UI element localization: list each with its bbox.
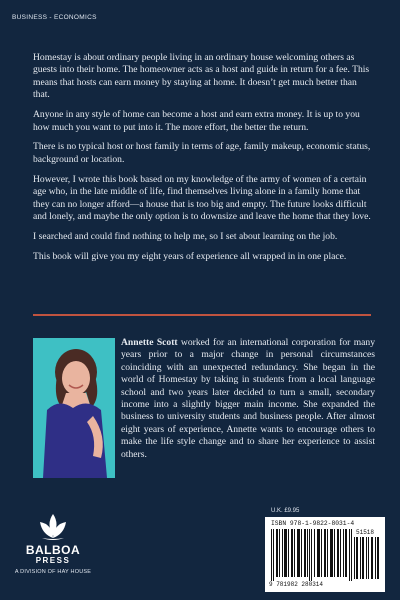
isbn-label: ISBN 978-1-9822-8031-4 — [271, 520, 355, 527]
author-photo — [33, 338, 115, 478]
price-label: U.K. £9.95 — [271, 508, 300, 514]
divider-rule — [33, 314, 371, 316]
publisher-division: A DIVISION OF HAY HOUSE — [14, 569, 92, 575]
paragraph: I searched and could find nothing to help me, so I set about learning on the job. — [33, 230, 338, 242]
paragraph: There is no typical host or host family in terms of age, family makeup, economic status, background or location. — [33, 141, 371, 165]
publisher-sub: PRESS — [35, 556, 71, 565]
paragraph: This book will give you my eight years of experience all wrapped in in one place. — [33, 250, 347, 262]
category-label: BUSINESS - ECONOMICS — [12, 14, 97, 21]
publisher-name: BALBOA — [25, 543, 81, 557]
barcode-addon-digits: 51518 — [356, 529, 375, 536]
publisher-logo — [8, 512, 98, 592]
author-bio — [121, 337, 375, 461]
paragraph: Homestay is about ordinary people living in an ordinary house welcoming others as guests into their home. The homeowner acts as a host and guide in return for a fee. This means that hosts can earn money by staying at home. It doesn’t get much better than that. — [33, 52, 370, 101]
barcode-bars — [271, 529, 353, 581]
barcode-addon-bars — [354, 537, 380, 579]
paragraph: Anyone in any style of home can become a host and earn extra money. It is up to you how much you want to put into it. The more effort, the better the return. — [33, 109, 360, 133]
description-text — [33, 52, 371, 271]
barcode — [265, 517, 385, 592]
paragraph: However, I wrote this book based on my knowledge of the army of women of a certain age who, in the late middle of life, find themselves living alone in a family home that they can no longer afford—a house that is too big and empty. The future looks difficult and lonely, and maybe the only option is to downsize and leave the home that they love. — [33, 173, 371, 222]
barcode-digits: 9 781982 280314 — [269, 581, 324, 588]
author-bio-text: worked for an international corporation for many years prior to a major change in personal circumstances coinciding with an unexpected redundancy. She began in the world of Homestay by taking in students from a local language school and two years later decided to turn a small, secondary income into a slightly bigger main income. She expanded the business to university students and business people. After almost eight years of experience, Annette wants to encourage others to make the life style change and to share her experience to assist others. — [121, 337, 376, 460]
author-name: Annette Scott — [121, 337, 178, 348]
lotus-icon — [36, 512, 70, 542]
